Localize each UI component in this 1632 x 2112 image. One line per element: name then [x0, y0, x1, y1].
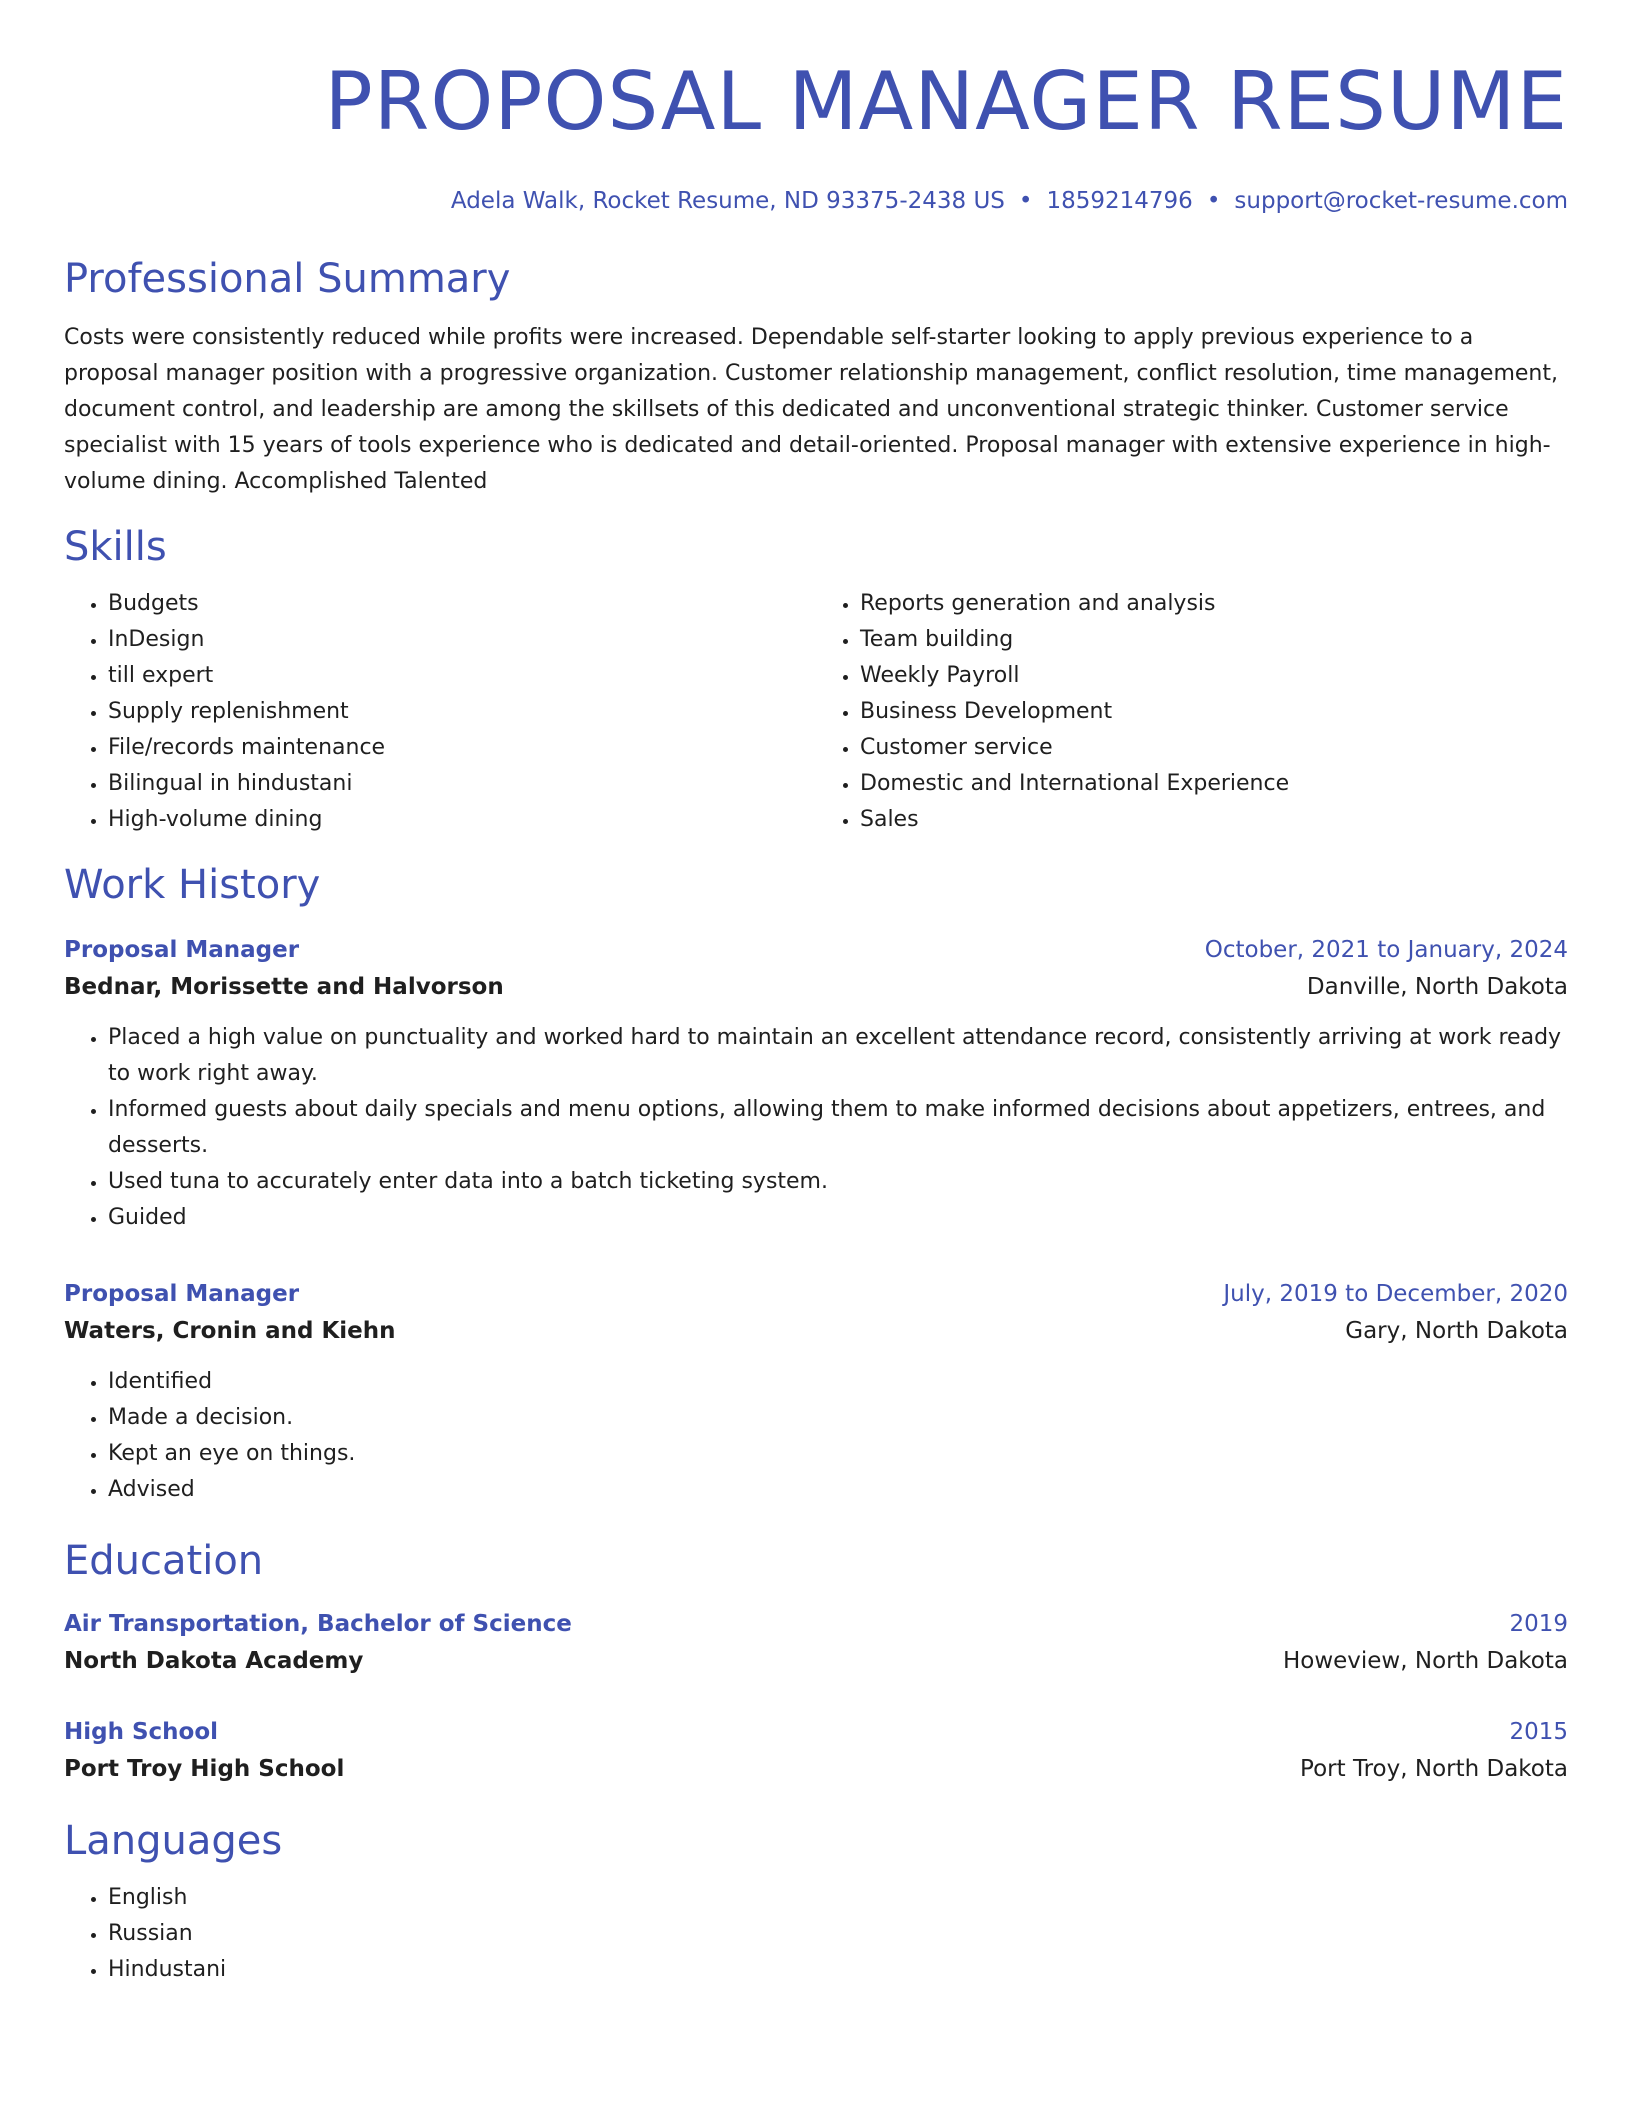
contact-phone: 1859214796: [1046, 188, 1193, 214]
skill-item: • Weekly Payroll: [860, 658, 1568, 694]
skills-heading: Skills: [64, 524, 167, 570]
skill-item: • Sales: [860, 802, 1568, 838]
job-title-row: [64, 932, 1568, 968]
job-duty: • Made a decision.: [108, 1400, 1568, 1436]
education-school: Port Troy High School: [64, 1756, 345, 1782]
education-year: 2019: [1509, 1611, 1568, 1637]
language-item: • Russian: [108, 1916, 1568, 1952]
education-degree-row: [64, 1606, 1568, 1642]
education-year: 2015: [1509, 1719, 1568, 1745]
skill-item: • Supply replenishment: [108, 694, 816, 730]
job-duty: • Informed guests about daily specials and menu options, allowing them to make informed decisions about appetizers, entrees, and desserts.: [108, 1092, 1568, 1164]
languages-list: [64, 1880, 1568, 1988]
education-school-row: [64, 1642, 1568, 1680]
resume-header: [64, 0, 1568, 216]
job-title: Proposal Manager: [64, 937, 300, 963]
job-duty: • Guided: [108, 1200, 1568, 1236]
education-entry: [64, 1606, 1568, 1680]
skill-item: • Team building: [860, 622, 1568, 658]
language-item: • Hindustani: [108, 1952, 1568, 1988]
skills-list: [64, 586, 1568, 838]
education-heading: Education: [64, 1538, 264, 1584]
skill-item: • Customer service: [860, 730, 1568, 766]
job-duties: [64, 1020, 1568, 1236]
skill-item: • till expert: [108, 658, 816, 694]
skills-column-left: [64, 586, 816, 838]
job-entry: [64, 1276, 1568, 1508]
job-entry: [64, 932, 1568, 1236]
languages-heading: Languages: [64, 1818, 283, 1864]
skill-item: • InDesign: [108, 622, 816, 658]
education-location: Howeview, North Dakota: [1282, 1648, 1568, 1674]
skill-item: • Domestic and International Experience: [860, 766, 1568, 802]
job-dates: October, 2021 to January, 2024: [1204, 937, 1568, 963]
skill-item: • Bilingual in hindustani: [108, 766, 816, 802]
job-duty: • Used tuna to accurately enter data into a batch ticketing system.: [108, 1164, 1568, 1200]
education-location: Port Troy, North Dakota: [1300, 1756, 1568, 1782]
education-school: North Dakota Academy: [64, 1648, 364, 1674]
job-location: Danville, North Dakota: [1306, 974, 1568, 1000]
job-company: Waters, Cronin and Kiehn: [64, 1318, 396, 1344]
language-item: • English: [108, 1880, 1568, 1916]
skill-item: • File/records maintenance: [108, 730, 816, 766]
education-degree-row: [64, 1714, 1568, 1750]
skill-item: • Business Development: [860, 694, 1568, 730]
job-duty: • Kept an eye on things.: [108, 1436, 1568, 1472]
education-school-row: [64, 1750, 1568, 1788]
skill-item: • High-volume dining: [108, 802, 816, 838]
education-degree: Air Transportation, Bachelor of Science: [64, 1611, 572, 1637]
job-title: Proposal Manager: [64, 1281, 300, 1307]
page-title: PROPOSAL MANAGER RESUME: [324, 55, 1568, 148]
contact-email[interactable]: support@rocket-resume.com: [1234, 188, 1568, 214]
skill-item: • Reports generation and analysis: [860, 586, 1568, 622]
education-entry: [64, 1714, 1568, 1788]
job-company-row: [64, 968, 1568, 1006]
job-location: Gary, North Dakota: [1345, 1318, 1568, 1344]
job-duty: • Identified: [108, 1364, 1568, 1400]
contact-address: Adela Walk, Rocket Resume, ND 93375-2438 US: [450, 188, 1005, 214]
job-duty: • Advised: [108, 1472, 1568, 1508]
summary-heading: Professional Summary: [64, 256, 511, 302]
job-dates: July, 2019 to December, 2020: [1223, 1281, 1568, 1307]
contact-line: [64, 186, 1568, 216]
skill-item: • Budgets: [108, 586, 816, 622]
education-degree: High School: [64, 1719, 219, 1745]
job-title-row: [64, 1276, 1568, 1312]
summary-text: Costs were consistently reduced while profits were increased. Dependable self-starter looking to apply previous experience to a proposal manager position with a progressive organization. Customer relationship management, conflict resolution, time management, document control, and leadership are among the skillsets of this dedicated and unconventional strategic thinker. Customer service specialist with 15 years of tools experience who is dedicated and detail-oriented. Proposal manager with extensive experience in high-volume dining. Accomplished Talented: [64, 325, 1558, 494]
job-duties: [64, 1364, 1568, 1508]
contact-separator: •: [1206, 188, 1221, 214]
contact-separator: •: [1018, 188, 1033, 214]
job-company-row: [64, 1312, 1568, 1350]
work-history-heading: Work History: [64, 862, 321, 908]
job-duty: • Placed a high value on punctuality and worked hard to maintain an excellent attendance record, consistently arriving at work ready to work right away.: [108, 1020, 1568, 1092]
skills-column-right: [816, 586, 1568, 838]
job-company: Bednar, Morissette and Halvorson: [64, 974, 504, 1000]
